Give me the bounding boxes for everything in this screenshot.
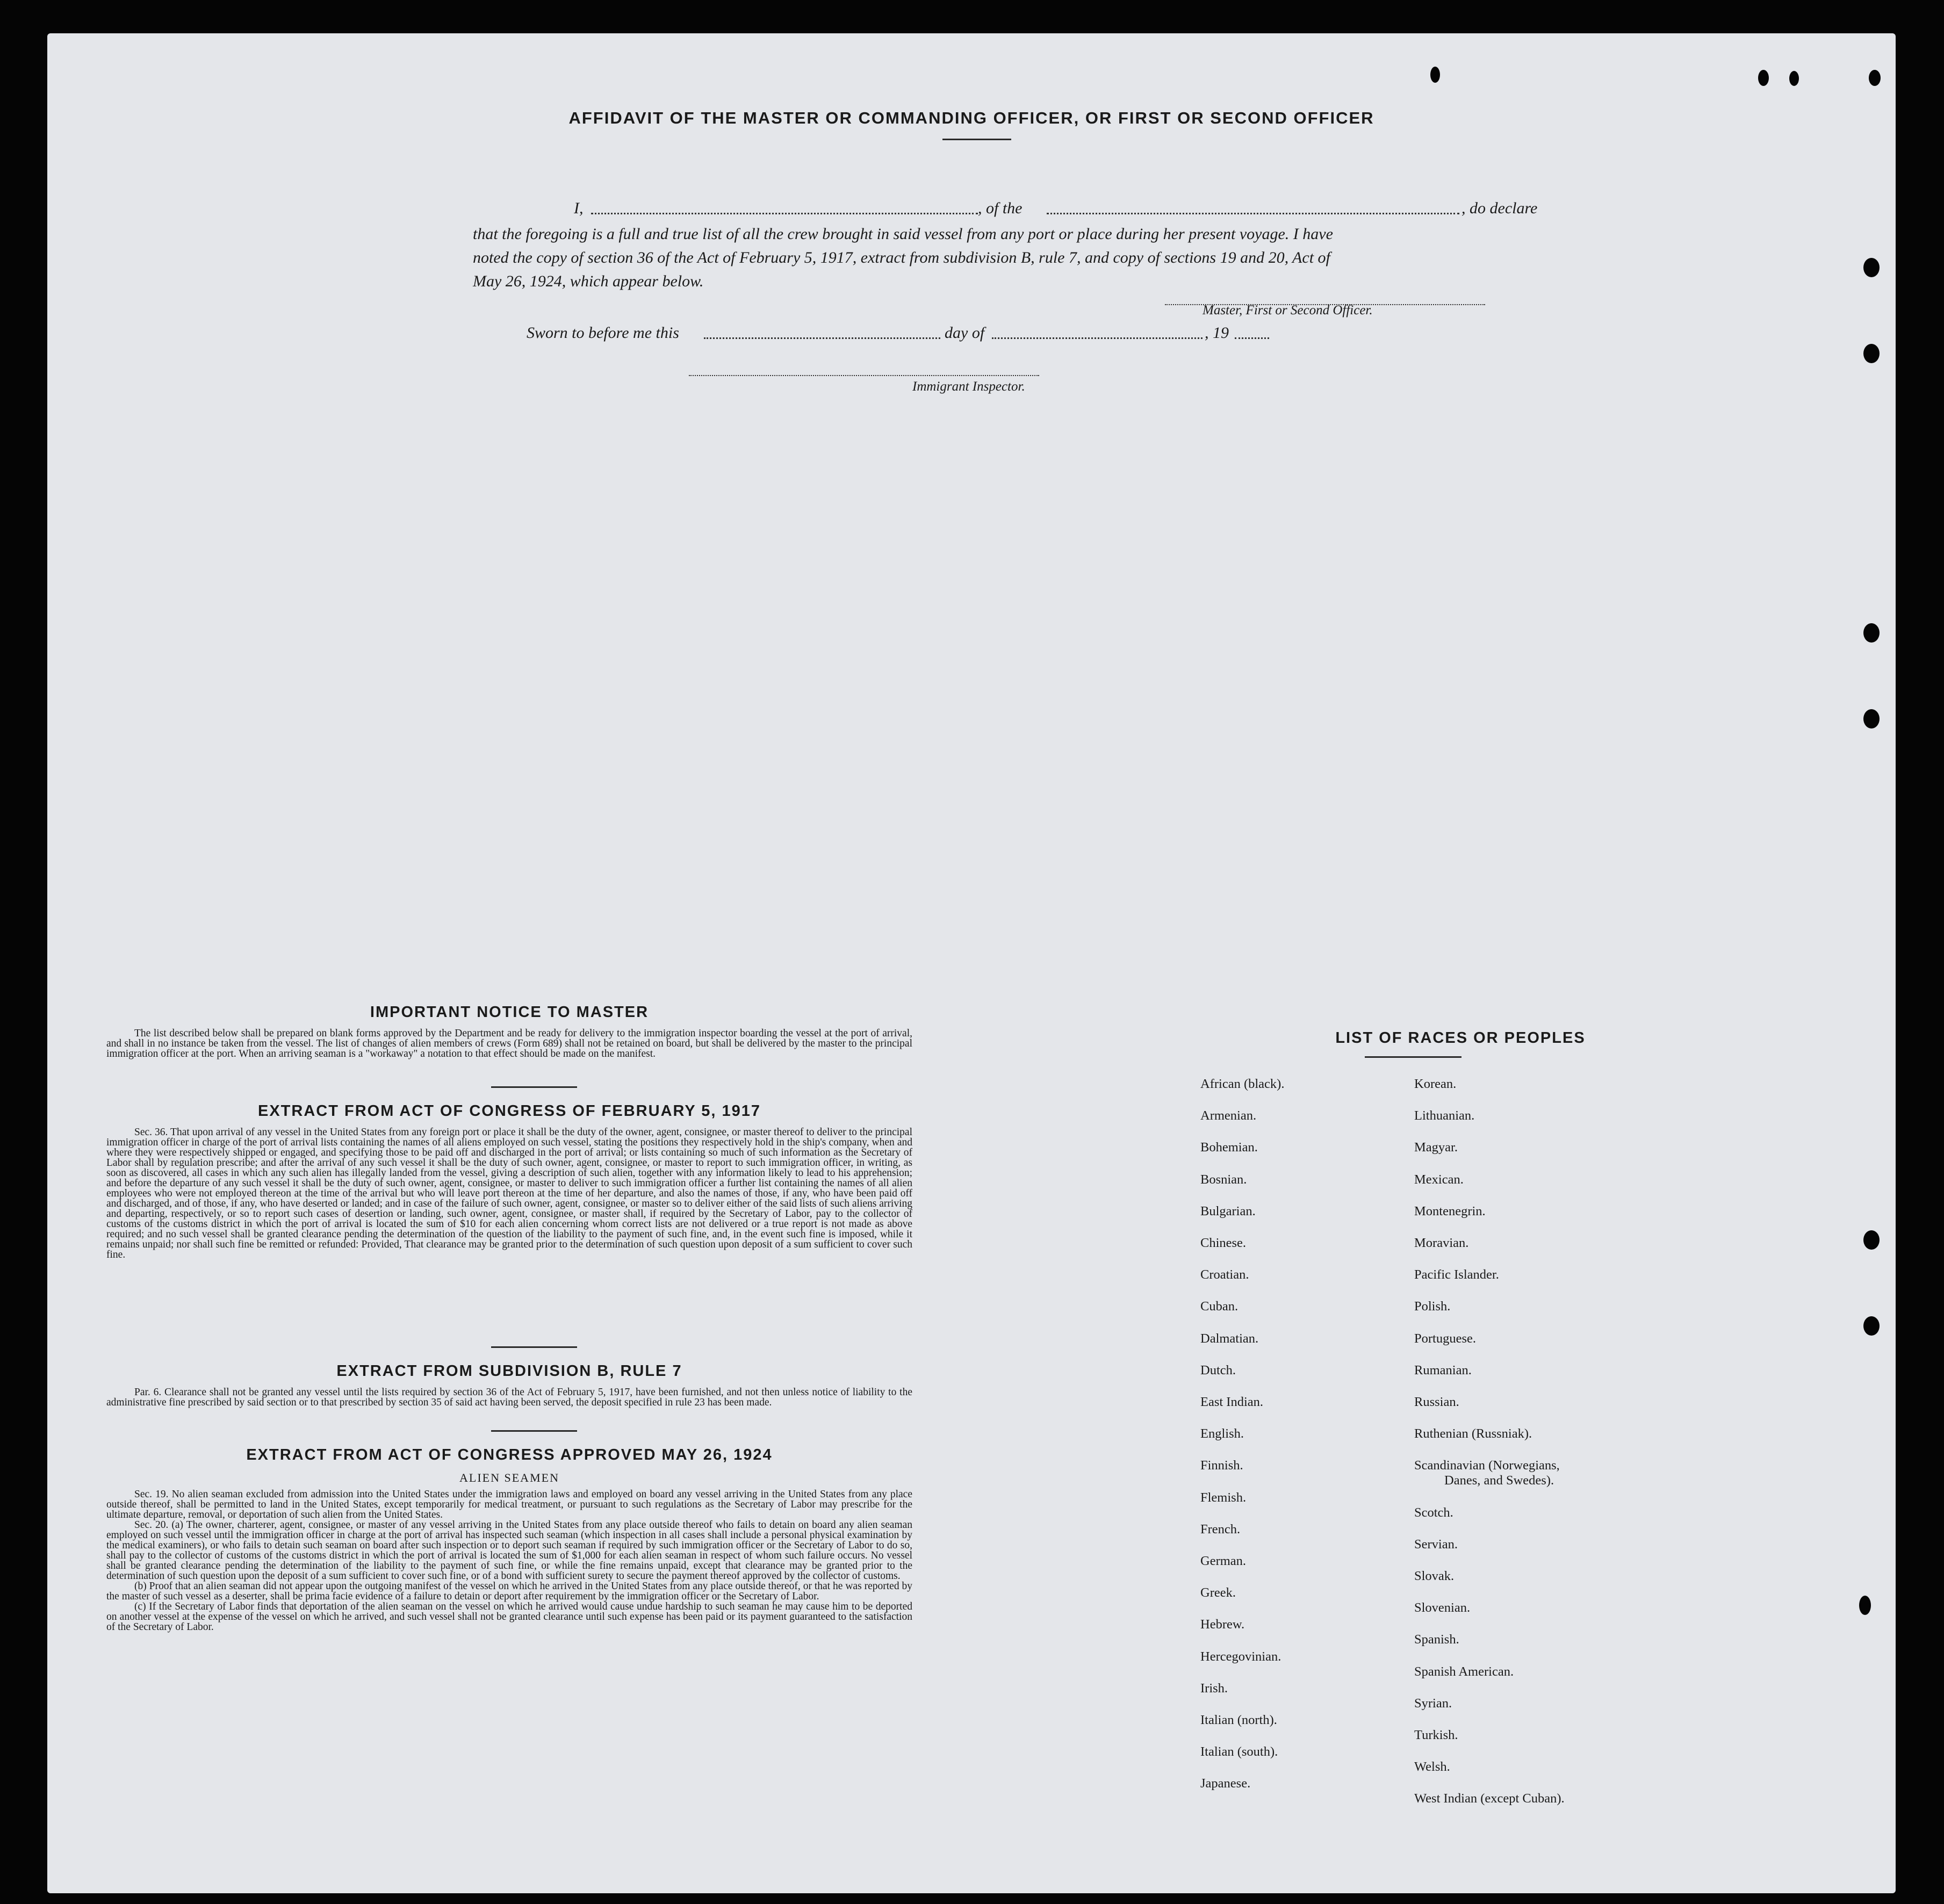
race-item: Rumanian. — [1414, 1362, 1472, 1377]
race-item: Slovak. — [1414, 1569, 1455, 1583]
race-item: Polish. — [1414, 1299, 1451, 1314]
affidavit-fill-line — [527, 197, 1567, 223]
race-item: Bulgarian. — [1200, 1203, 1256, 1218]
binder-hole — [1863, 709, 1880, 729]
race-item: Portuguese. — [1414, 1331, 1476, 1346]
race-item: Pacific Islander. — [1414, 1267, 1499, 1282]
race-item: Dalmatian. — [1200, 1331, 1259, 1346]
divider — [942, 139, 1011, 140]
sworn-day-blank[interactable] — [704, 337, 940, 339]
extract-1924-text — [106, 1489, 912, 1632]
race-item: Dutch. — [1200, 1362, 1236, 1377]
race-item: Lithuanian. — [1414, 1108, 1475, 1123]
affidavit-body-line: that the foregoing is a full and true list of all the crew brought in said vessel from any port or place during her present voyage. I have — [473, 225, 1333, 243]
race-item: Syrian. — [1414, 1696, 1452, 1711]
race-item: Italian (south). — [1200, 1744, 1278, 1759]
sworn-line — [527, 321, 1333, 348]
binder-hole — [1863, 344, 1880, 363]
document-sheet — [47, 33, 1896, 1893]
extract-rule7-title: EXTRACT FROM SUBDIVISION B, RULE 7 — [336, 1362, 682, 1380]
race-item: Magyar. — [1414, 1140, 1458, 1155]
race-item: West Indian (except Cuban). — [1414, 1791, 1565, 1806]
extract-1917-paragraph: Sec. 36. That upon arrival of any vessel in the United States from any foreign port or place it shall be the duty of the owner, agent, consignee, or master thereof to deliver to the principal immigration officer in charge of the port of arrival lists containing the names of all aliens employed on such vessel, stating the positions they respectively hold in the ship's company, when and where they were respectively shipped or engaged, and specifying those to be paid off and discharged in the port of arrival; or lists containing so much of such information as the Secretary of Labor shall by regulation prescribe; and after the arrival of any such vessel it shall be the duty of such owner, agent, consignee, or master to report to such immigration officer, in writing, as soon as discovered, all cases in which any such alien has illegally landed from the vessel, giving a description of such alien, together with any information likely to lead to his apprehension; and before the departure of any such vessel it shall be the duty of such owner, agent, consignee, or master to deliver to such immigration officer a further list containing the names of all alien employees who were not employed thereon at the time of the arrival but who will leave port thereon at the time of her departure, and also the names of those, if any, who have been paid off and discharged, and of those, if any, who have deserted or landed; and in case of the failure of such owner, agent, consignee, or master so to deliver either of the said lists of such aliens arriving and departing, respectively, or so to report such cases of desertion or landing, such owner, agent, consignee, or master shall, if required by the Secretary of Labor, pay to the collector of customs of the customs district in which the port of arrival is located the sum of $10 for each alien concerning whom correct lists are not delivered or a true report is not made as above required; and no such vessel shall be granted clearance pending the determination of the question of the liability to the payment of such fine, and, in the event such fine is imposed, while it remains unpaid; nor shall such fine be remitted or refunded: Provided, That clearance may be granted prior to the determination of such question upon deposit of a sum sufficient to cover such fine. — [106, 1127, 912, 1260]
year-label: , 19 — [1205, 324, 1229, 342]
race-item: Turkish. — [1414, 1728, 1458, 1742]
master-label: Master, First or Second Officer. — [1203, 303, 1373, 318]
race-item: Hercegovinian. — [1200, 1649, 1281, 1664]
race-item: Ruthenian (Russniak). — [1414, 1426, 1532, 1441]
notice-title: IMPORTANT NOTICE TO MASTER — [370, 1004, 649, 1021]
race-item: Spanish American. — [1414, 1664, 1514, 1679]
affidavit-body-line: May 26, 1924, which appear below. — [473, 272, 704, 290]
binder-hole — [1863, 623, 1880, 643]
race-item: Irish. — [1200, 1681, 1228, 1696]
race-item: Russian. — [1414, 1395, 1459, 1409]
race-item: Korean. — [1414, 1077, 1457, 1091]
race-item: German. — [1200, 1554, 1247, 1568]
race-item: Scandinavian (Norwegians, — [1414, 1458, 1560, 1473]
extract-rule7-paragraph: Par. 6. Clearance shall not be granted any vessel until the lists required by section 36 of the Act of February 5, 1917, have been furnished, and not then unless notice of liability to the administrative fine prescribed by said section or to that prescribed by section 35 of said act having been served, the deposit specified in rule 23 has been made. — [106, 1387, 912, 1408]
race-item: Croatian. — [1200, 1267, 1249, 1282]
race-item: Moravian. — [1414, 1236, 1469, 1250]
extract-1924-title: EXTRACT FROM ACT OF CONGRESS APPROVED MAY 26, 1924 — [246, 1446, 773, 1463]
name-blank[interactable] — [591, 213, 978, 214]
race-item: Cuban. — [1200, 1299, 1239, 1314]
race-item: African (black). — [1200, 1077, 1285, 1091]
i-label: I, — [574, 199, 584, 217]
race-item: Danes, and Swedes). — [1444, 1473, 1554, 1488]
binder-hole — [1869, 70, 1881, 86]
race-item: Hebrew. — [1200, 1617, 1245, 1632]
affidavit-body-line: noted the copy of section 36 of the Act of February 5, 1917, extract from subdivision B, rule 7, and copy of sections 19 and 20, Act of — [473, 249, 1330, 266]
race-item: English. — [1200, 1426, 1244, 1441]
race-item: Finnish. — [1200, 1458, 1243, 1473]
inspector-label: Immigrant Inspector. — [912, 379, 1025, 394]
race-item: Flemish. — [1200, 1490, 1247, 1505]
alien-seamen-subtitle: ALIEN SEAMEN — [459, 1471, 559, 1484]
day-of-label: day of — [945, 324, 985, 342]
divider — [1365, 1056, 1461, 1058]
sworn-year-blank[interactable] — [1235, 337, 1269, 339]
sworn-label: Sworn to before me this — [527, 324, 679, 342]
of-the-label: , of the — [978, 199, 1023, 217]
race-item: Italian (north). — [1200, 1713, 1277, 1727]
binder-hole — [1863, 1316, 1880, 1336]
sec-20b-paragraph: (b) Proof that an alien seaman did not appear upon the outgoing manifest of the vessel on which he arrived in the United States from any place outside thereof, or that he was reported by the master of such vessel as a deserter, shall be prima facie evidence of a failure to detain or deport after requirement by the immigration officer or the Secretary of Labor. — [106, 1581, 912, 1602]
race-item: Servian. — [1414, 1537, 1458, 1552]
race-item: Bosnian. — [1200, 1172, 1247, 1187]
notice-paragraph: The list described below shall be prepared on blank forms approved by the Department and be ready for delivery to the immigration inspector boarding the vessel at the port of arrival, and shall in no instance be taken from the vessel. The list of changes of alien members of crews (Form 689) shall not be retained on board, but shall be delivered by the master to the principal immigration officer at the port. When an arriving seaman is a "workaway" a notation to that effect should be made on the manifest. — [106, 1028, 912, 1059]
binder-hole — [1863, 1230, 1880, 1250]
race-item: Spanish. — [1414, 1632, 1459, 1647]
sec-19-paragraph: Sec. 19. No alien seaman excluded from admission into the United States under the immigration laws and employed on board any vessel arriving in the United States from any place outside thereof, shall be permitted to land in the United States, except temporarily for medical treatment, or pursuant to such regulations as the Secretary of Labor may prescribe for the ultimate departure, removal, or deportation of such alien from the United States. — [106, 1489, 912, 1520]
race-item: Mexican. — [1414, 1172, 1464, 1187]
binder-hole — [1863, 258, 1880, 277]
race-item: Scotch. — [1414, 1505, 1453, 1520]
race-item: French. — [1200, 1521, 1241, 1537]
extract-rule7-text — [106, 1387, 912, 1408]
race-item: Armenian. — [1200, 1108, 1257, 1123]
binder-hole — [1789, 71, 1799, 86]
race-item: Chinese. — [1200, 1236, 1247, 1250]
race-item: Slovenian. — [1414, 1600, 1471, 1615]
notice-text — [106, 1028, 912, 1059]
race-item: Greek. — [1200, 1585, 1236, 1600]
race-item: Bohemian. — [1200, 1140, 1258, 1155]
race-item: East Indian. — [1200, 1395, 1264, 1409]
affidavit-title: AFFIDAVIT OF THE MASTER OR COMMANDING OFFICER, OR FIRST OR SECOND OFFICER — [568, 109, 1374, 127]
sec-20a-paragraph: Sec. 20. (a) The owner, charterer, agent, consignee, or master of any vessel arriving in the United States from any place outside thereof who fails to detain on board any alien seaman employed on such vessel until the immigration officer in charge at the port of arrival has inspected such seaman (which inspection in all cases shall include a personal physical examination by the medical examiners), or who fails to detain such seaman on board after such inspection or to deport such seaman if required by such immigration officer or the Secretary of Labor to do so, shall pay to the collector of customs of the customs district in which the port of arrival is located the sum of $1,000 for each alien seaman in respect of whom such failure occurs. No vessel shall be granted clearance pending the determination of the liability to the payment of such fine, or while the fine remains unpaid, except that clearance may be granted prior to the determination of such question upon the deposit of a sum sufficient to cover such fine, or of a bond with sufficient surety to secure the payment thereof approved by the collector of customs. — [106, 1519, 912, 1582]
inspector-signature-line[interactable] — [689, 375, 1039, 376]
race-item: Montenegrin. — [1414, 1203, 1486, 1218]
race-item: Welsh. — [1414, 1759, 1450, 1775]
binder-hole — [1859, 1596, 1871, 1615]
divider — [491, 1086, 577, 1088]
extract-1917-text — [106, 1127, 912, 1260]
divider — [491, 1346, 577, 1348]
race-item: Japanese. — [1200, 1776, 1251, 1791]
binder-hole — [1430, 67, 1440, 83]
binder-hole — [1758, 70, 1769, 86]
do-declare-label: , do declare — [1461, 199, 1538, 217]
extract-1917-title: EXTRACT FROM ACT OF CONGRESS OF FEBRUARY 5, 1917 — [257, 1102, 761, 1120]
races-title: LIST OF RACES OR PEOPLES — [1335, 1029, 1586, 1047]
sworn-month-blank[interactable] — [992, 337, 1203, 339]
affidavit-body — [473, 222, 1567, 293]
sec-20c-paragraph: (c) If the Secretary of Labor finds that deportation of the alien seaman on the vessel on which he arrived would cause undue hardship to such seaman he may cause him to be deported on another vessel at the expense of the vessel on which he arrived, and such vessel shall not be granted clearance until such expense has been paid or its payment guaranteed to the satisfaction of the Secretary of Labor. — [106, 1601, 912, 1633]
vessel-blank[interactable] — [1047, 213, 1459, 214]
divider — [491, 1430, 577, 1432]
